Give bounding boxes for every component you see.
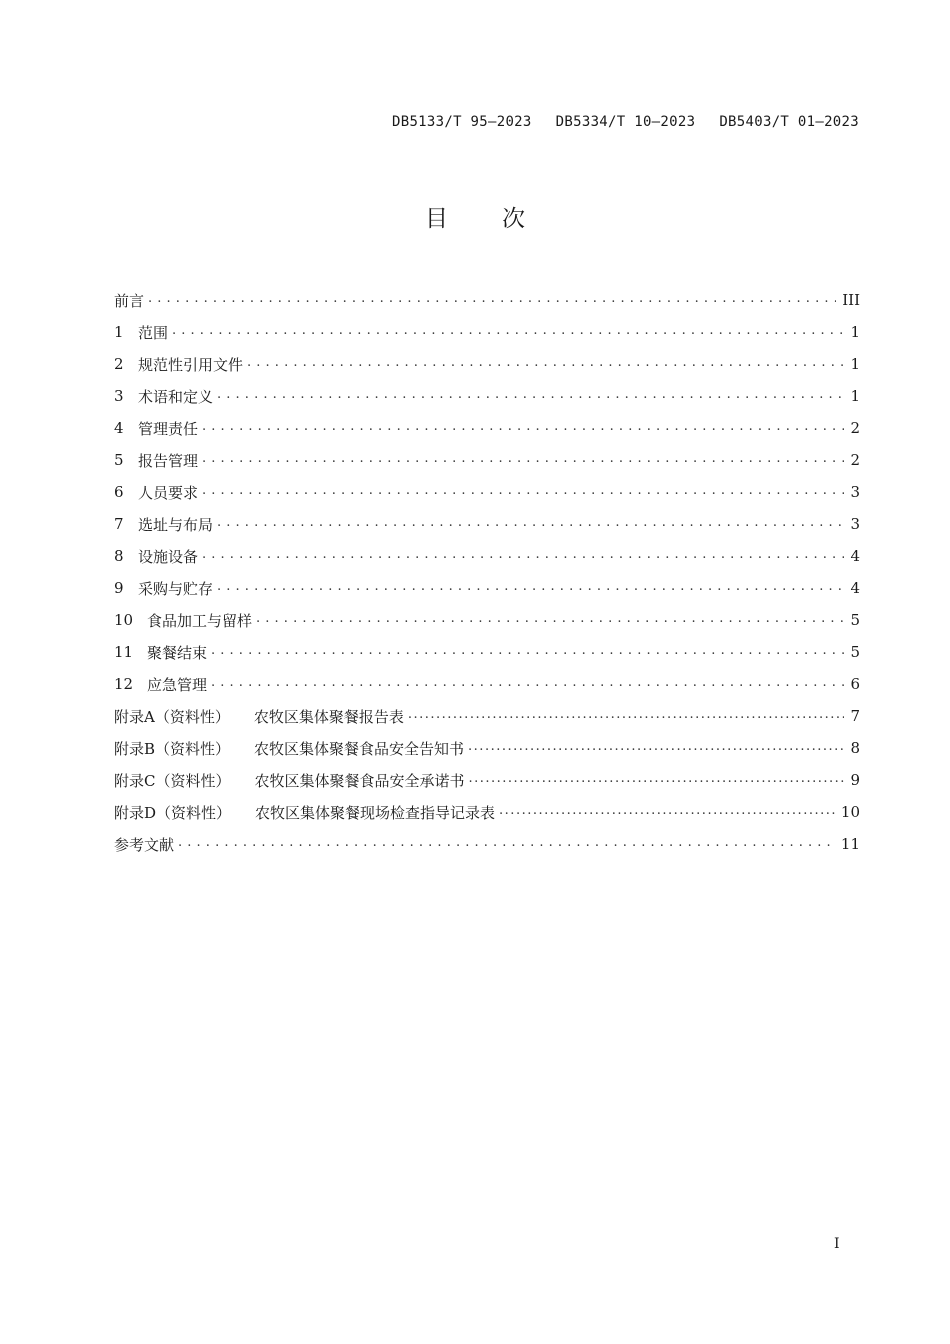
toc-entry-number: 2 — [114, 355, 124, 373]
toc-appendix-prefix: 附录A（资料性） — [114, 707, 230, 726]
toc-appendix-prefix: 附录B（资料性） — [114, 739, 231, 758]
toc-entry-page: 2 — [850, 451, 860, 469]
toc-entry-number: 7 — [114, 515, 124, 533]
toc-entry-number: 12 — [114, 675, 134, 693]
toc-entry-appendix-b[interactable] — [114, 732, 860, 764]
toc-entry-title: 选址与布局 — [138, 515, 214, 534]
toc-entry-page: 7 — [850, 707, 860, 725]
toc-entry-number: 4 — [114, 419, 124, 437]
toc-leader-dots — [202, 451, 844, 469]
toc-entry-page: 11 — [840, 835, 860, 853]
toc-entry-page: 2 — [850, 419, 860, 437]
toc-leader-dots — [172, 323, 844, 341]
toc-entry-number: 10 — [114, 611, 134, 629]
toc-leader-dots — [211, 675, 844, 693]
toc-entry-title: 参考文献 — [114, 835, 175, 854]
toc-entry-12[interactable] — [114, 668, 860, 700]
toc-entry-title: 采购与贮存 — [138, 579, 214, 598]
toc-entry-references[interactable] — [114, 828, 860, 860]
toc-entry-page: 8 — [850, 739, 860, 757]
toc-entry-number: 3 — [114, 387, 124, 405]
toc-entry-title: 设施设备 — [138, 547, 199, 566]
toc-entry-1[interactable] — [114, 316, 860, 348]
toc-entry-title: 农牧区集体聚餐报告表 — [253, 707, 404, 726]
toc-entry-title: 食品加工与留样 — [147, 611, 253, 630]
toc-leader-dots — [469, 771, 845, 789]
page-title: 目次 — [425, 206, 579, 232]
toc-entry-title: 农牧区集体聚餐食品安全承诺书 — [254, 771, 465, 790]
toc-leader-dots — [217, 515, 844, 533]
toc-entry-5[interactable] — [114, 444, 860, 476]
toc-leader-dots — [408, 707, 845, 725]
toc-entry-title: 聚餐结束 — [147, 643, 208, 662]
toc-entry-title: 应急管理 — [147, 675, 208, 694]
toc-entry-6[interactable] — [114, 476, 860, 508]
toc-entry-title: 前言 — [114, 291, 145, 310]
toc-entry-appendix-d[interactable] — [114, 796, 860, 828]
toc-entry-2[interactable] — [114, 348, 860, 380]
toc-entry-page: 4 — [850, 579, 860, 597]
toc-appendix-prefix: 附录D（资料性） — [114, 803, 232, 822]
toc-entry-11[interactable] — [114, 636, 860, 668]
toc-leader-dots — [202, 419, 844, 437]
toc-entry-4[interactable] — [114, 412, 860, 444]
standard-code: DB5133/T 95—2023 — [391, 114, 532, 130]
toc-entry-8[interactable] — [114, 540, 860, 572]
toc-leader-dots — [468, 739, 844, 757]
toc-entry-page: 1 — [850, 355, 860, 373]
toc-entry-10[interactable] — [114, 604, 860, 636]
toc-leader-dots — [217, 387, 844, 405]
toc-entry-page: 5 — [850, 643, 860, 661]
toc-entry-title: 人员要求 — [138, 483, 199, 502]
toc-entry-7[interactable] — [114, 508, 860, 540]
toc-leader-dots — [217, 579, 844, 597]
toc-entry-title: 管理责任 — [138, 419, 199, 438]
table-of-contents — [114, 284, 860, 860]
toc-entry-page: 9 — [850, 771, 860, 789]
toc-entry-title: 报告管理 — [138, 451, 199, 470]
standard-code: DB5334/T 10—2023 — [555, 114, 696, 130]
toc-leader-dots — [247, 355, 844, 373]
toc-leader-dots — [148, 291, 836, 309]
toc-leader-dots — [256, 611, 844, 629]
toc-entry-appendix-a[interactable] — [114, 700, 860, 732]
toc-entry-foreword[interactable] — [114, 284, 860, 316]
toc-entry-number: 5 — [114, 451, 124, 469]
page-number: I — [834, 1236, 840, 1252]
toc-entry-page: 10 — [840, 803, 860, 821]
toc-leader-dots — [202, 483, 844, 501]
toc-entry-title: 范围 — [138, 323, 169, 342]
standard-code: DB5403/T 01—2023 — [719, 114, 859, 130]
toc-entry-page: 6 — [850, 675, 860, 693]
toc-entry-number: 1 — [114, 323, 124, 341]
standard-codes-header — [392, 114, 859, 130]
toc-entry-number: 9 — [114, 579, 124, 597]
toc-entry-number: 8 — [114, 547, 124, 565]
toc-entry-9[interactable] — [114, 572, 860, 604]
toc-entry-page: 3 — [850, 483, 860, 501]
toc-entry-title: 农牧区集体聚餐现场检查指导记录表 — [255, 803, 496, 822]
toc-entry-page: 4 — [850, 547, 860, 565]
toc-entry-title: 术语和定义 — [138, 387, 214, 406]
toc-entry-title: 农牧区集体聚餐食品安全告知书 — [254, 739, 465, 758]
toc-leader-dots — [178, 835, 835, 853]
toc-entry-3[interactable] — [114, 380, 860, 412]
toc-entry-page: III — [842, 291, 860, 309]
toc-entry-number: 6 — [114, 483, 124, 501]
toc-entry-page: 1 — [850, 387, 860, 405]
toc-entry-appendix-c[interactable] — [114, 764, 860, 796]
toc-appendix-prefix: 附录C（资料性） — [114, 771, 231, 790]
toc-entry-number: 11 — [114, 643, 134, 661]
toc-entry-page: 3 — [850, 515, 860, 533]
toc-leader-dots — [211, 643, 844, 661]
toc-leader-dots — [499, 803, 835, 821]
toc-leader-dots — [202, 547, 844, 565]
toc-entry-page: 5 — [850, 611, 860, 629]
toc-entry-title: 规范性引用文件 — [138, 355, 244, 374]
toc-entry-page: 1 — [850, 323, 860, 341]
